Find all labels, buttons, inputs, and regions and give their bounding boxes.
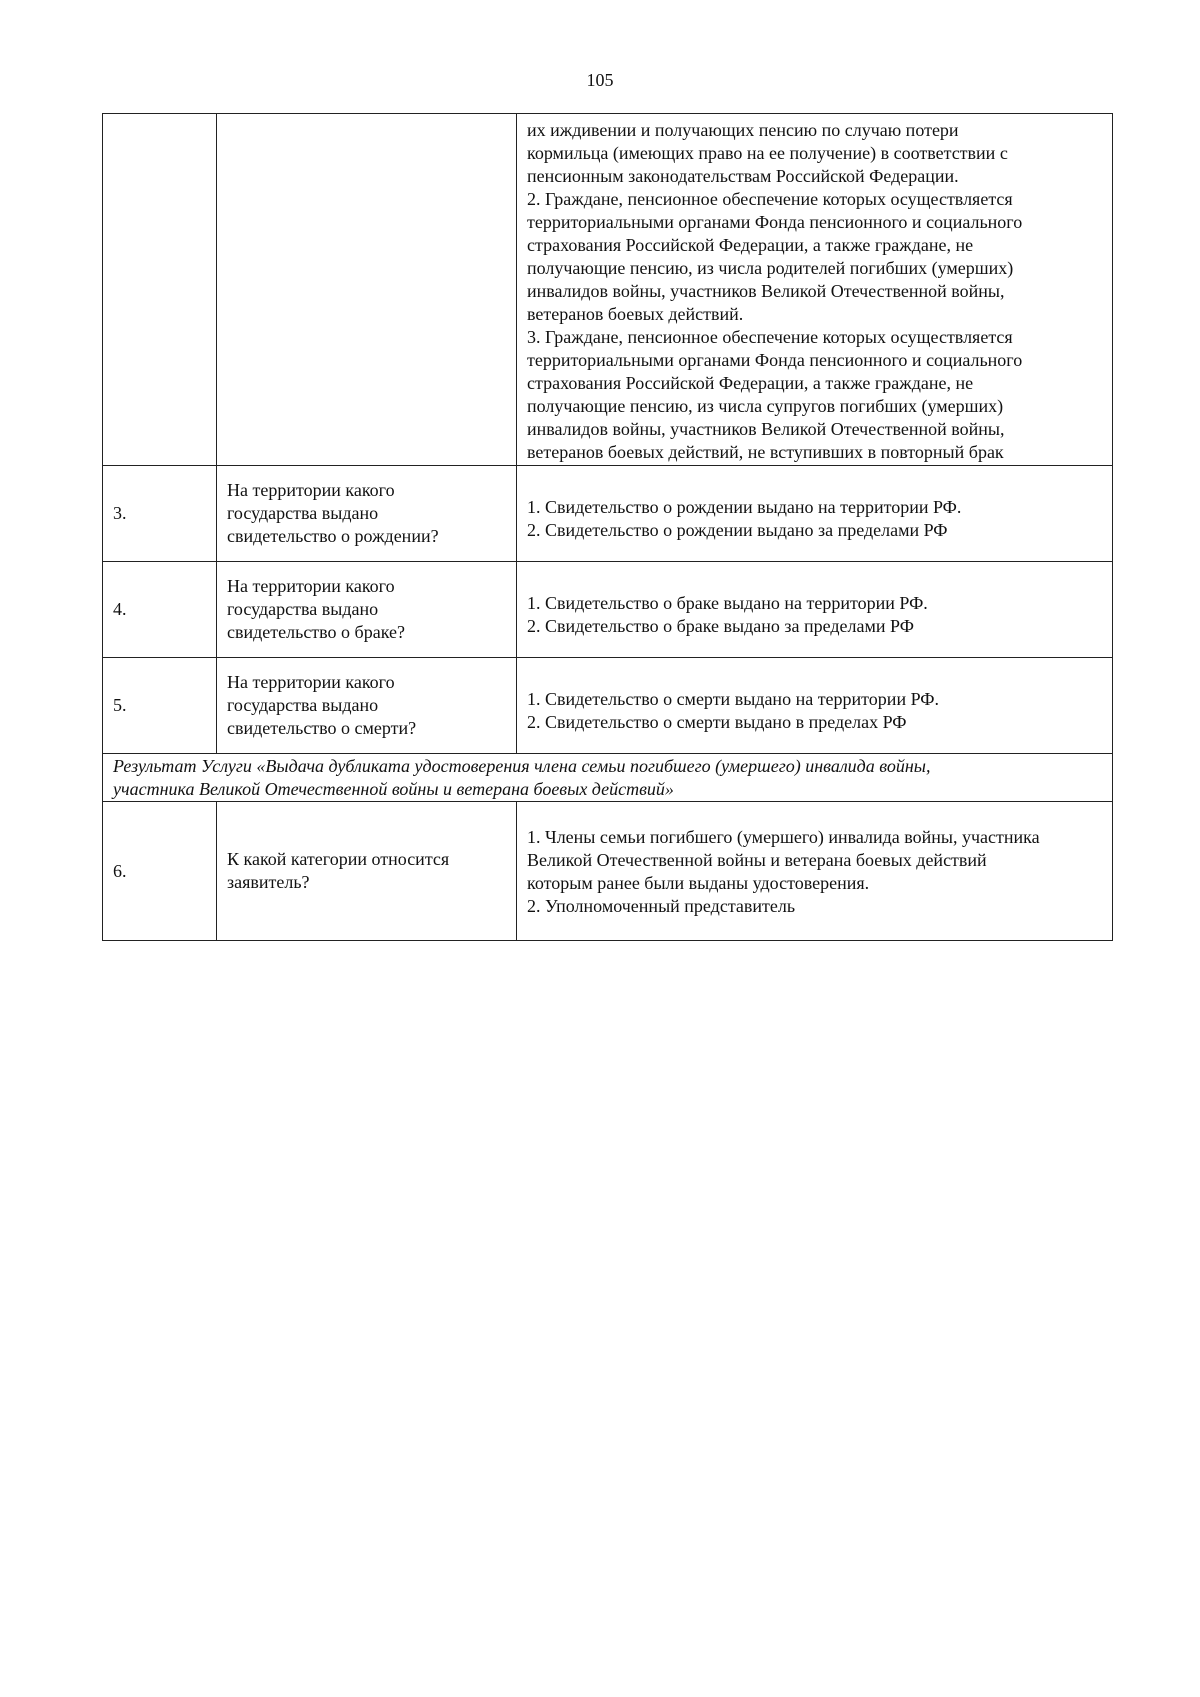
result-heading-line: участника Великой Отечественной войны и ветерана боевых действий»	[113, 778, 674, 799]
answer-line: страхования Российской Федерации, а также граждане, не	[527, 234, 974, 255]
answer-line: 1. Члены семьи погибшего (умершего) инвалида войны, участника	[527, 827, 1040, 847]
answer-line: инвалидов войны, участников Великой Отечественной войны,	[527, 280, 1005, 301]
answer-cell	[517, 466, 1113, 562]
answer-line: страхования Российской Федерации, а также граждане, не	[527, 372, 974, 393]
answer-line: пенсионным законодательствам Российской Федерации.	[527, 165, 959, 186]
answer-line: кормильца (имеющих право на ее получение) в соответствии с	[527, 142, 1008, 163]
answer-line: получающие пенсию, из числа родителей погибших (умерших)	[527, 257, 1014, 278]
answer-line: 3. Граждане, пенсионное обеспечение которых осуществляется	[527, 326, 1013, 347]
answer-line: получающие пенсию, из числа супругов погибших (умерших)	[527, 395, 1004, 416]
answer-line: 2. Уполномоченный представитель	[527, 896, 796, 916]
answer-line: территориальными органами Фонда пенсионного и социального	[527, 349, 1023, 370]
answer-cell	[517, 114, 1113, 466]
question-cell: На территории какого государства выдано свидетельство о браке?	[217, 562, 517, 658]
answer-line: 2. Свидетельство о браке выдано за пределами РФ	[527, 615, 914, 636]
question-cell: На территории какого государства выдано свидетельство о рождении?	[217, 466, 517, 562]
table-row	[103, 466, 1113, 562]
row-number-cell	[103, 114, 217, 466]
answer-line: территориальными органами Фонда пенсионного и социального	[527, 211, 1023, 232]
table-row-continuation	[103, 114, 1113, 466]
page-number: 105	[586, 70, 614, 90]
row-number-cell: 6.	[103, 802, 217, 941]
row-number-cell: 5.	[103, 658, 217, 754]
answer-cell	[517, 658, 1113, 754]
answer-cell	[517, 562, 1113, 658]
table-row	[103, 562, 1113, 658]
row-number-cell: 3.	[103, 466, 217, 562]
answer-line: 2. Граждане, пенсионное обеспечение которых осуществляется	[527, 188, 1013, 209]
answer-line: Великой Отечественной войны и ветерана боевых действий	[527, 850, 987, 870]
answer-line: их иждивении и получающих пенсию по случаю потери	[527, 119, 959, 140]
table-row	[103, 802, 1113, 941]
answer-line: 1. Свидетельство о смерти выдано на территории РФ.	[527, 688, 939, 709]
answer-line: которым ранее были выданы удостоверения.	[527, 873, 870, 893]
result-heading	[103, 754, 1113, 802]
answer-line: 2. Свидетельство о смерти выдано в пределах РФ	[527, 711, 907, 732]
question-cell: К какой категории относится заявитель?	[217, 802, 517, 941]
table-row	[103, 658, 1113, 754]
answer-line: инвалидов войны, участников Великой Отечественной войны,	[527, 418, 1005, 439]
answer-line: ветеранов боевых действий.	[527, 303, 744, 324]
result-row	[103, 754, 1113, 802]
row-number-cell: 4.	[103, 562, 217, 658]
document-table	[102, 113, 1113, 941]
answer-cell	[517, 802, 1113, 941]
answer-line: ветеранов боевых действий, не вступивших в повторный брак	[527, 441, 1004, 462]
question-cell	[217, 114, 517, 466]
answer-line: 1. Свидетельство о рождении выдано на территории РФ.	[527, 496, 962, 517]
question-cell: На территории какого государства выдано свидетельство о смерти?	[217, 658, 517, 754]
result-heading-line: Результат Услуги «Выдача дубликата удостоверения члена семьи погибшего (умершего) инвалида войны,	[113, 755, 931, 776]
answer-line: 1. Свидетельство о браке выдано на территории РФ.	[527, 592, 928, 613]
answer-line: 2. Свидетельство о рождении выдано за пределами РФ	[527, 519, 948, 540]
